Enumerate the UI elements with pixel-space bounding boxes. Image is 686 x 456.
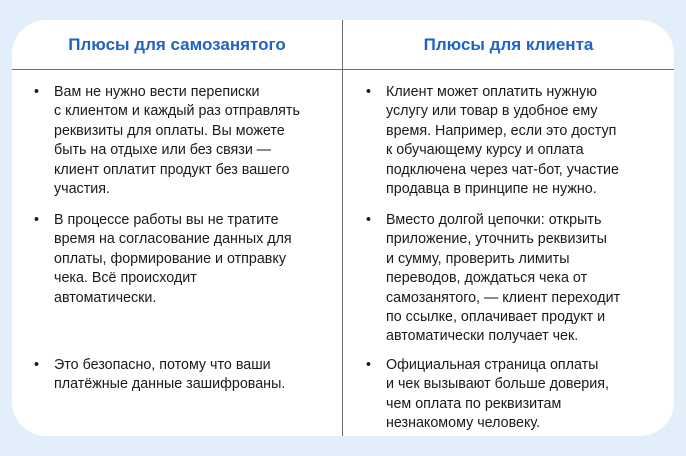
- comparison-card: [12, 20, 674, 436]
- list-item-text: В процессе работы вы не тратите время на согласование данных для оплаты, формирование и отправку чека. Всё происходит автоматически.: [54, 212, 292, 306]
- bullet-icon: •: [34, 212, 40, 228]
- list-item: [362, 211, 662, 347]
- list-item-text: Это безопасно, потому что ваши платёжные данные зашифрованы.: [54, 357, 286, 393]
- column-divider: [342, 20, 343, 436]
- header-divider: [12, 69, 674, 70]
- bullet-icon: •: [366, 212, 372, 228]
- list-item: [30, 211, 330, 308]
- list-item: [362, 83, 662, 199]
- bullet-icon: •: [366, 84, 372, 100]
- list-item: [362, 356, 662, 434]
- bullet-icon: •: [366, 357, 372, 373]
- list-item-text: Вместо долгой цепочки: открыть приложение, уточнить реквизиты и сумму, проверить лимиты переводов, дождаться чека от самозанятого, — клиент переходит по ссылке, оплачивает продукт и автоматически получает чек.: [386, 212, 621, 345]
- list-item-text: Официальная страница оплаты и чек вызывают больше доверия, чем оплата по реквизитам незнакомому человеку.: [386, 357, 609, 432]
- list-item-text: Клиент может оплатить нужную услугу или товар в удобное ему время. Например, если это доступ к обучающему курсу и оплата подключена через чат-бот, участие продавца в принципе не нужно.: [386, 84, 619, 198]
- bullet-icon: •: [34, 84, 40, 100]
- list-item: [30, 356, 330, 395]
- list-item: [30, 83, 330, 199]
- list-item-text: Вам не нужно вести переписки с клиентом и каждый раз отправлять реквизиты для оплаты. Вы можете быть на отдыхе или без связи — клиент оплатит продукт без вашего участия.: [54, 84, 300, 198]
- bullet-icon: •: [34, 357, 40, 373]
- header-self-employed: Плюсы для самозанятого: [68, 35, 286, 54]
- header-client: Плюсы для клиента: [423, 35, 594, 54]
